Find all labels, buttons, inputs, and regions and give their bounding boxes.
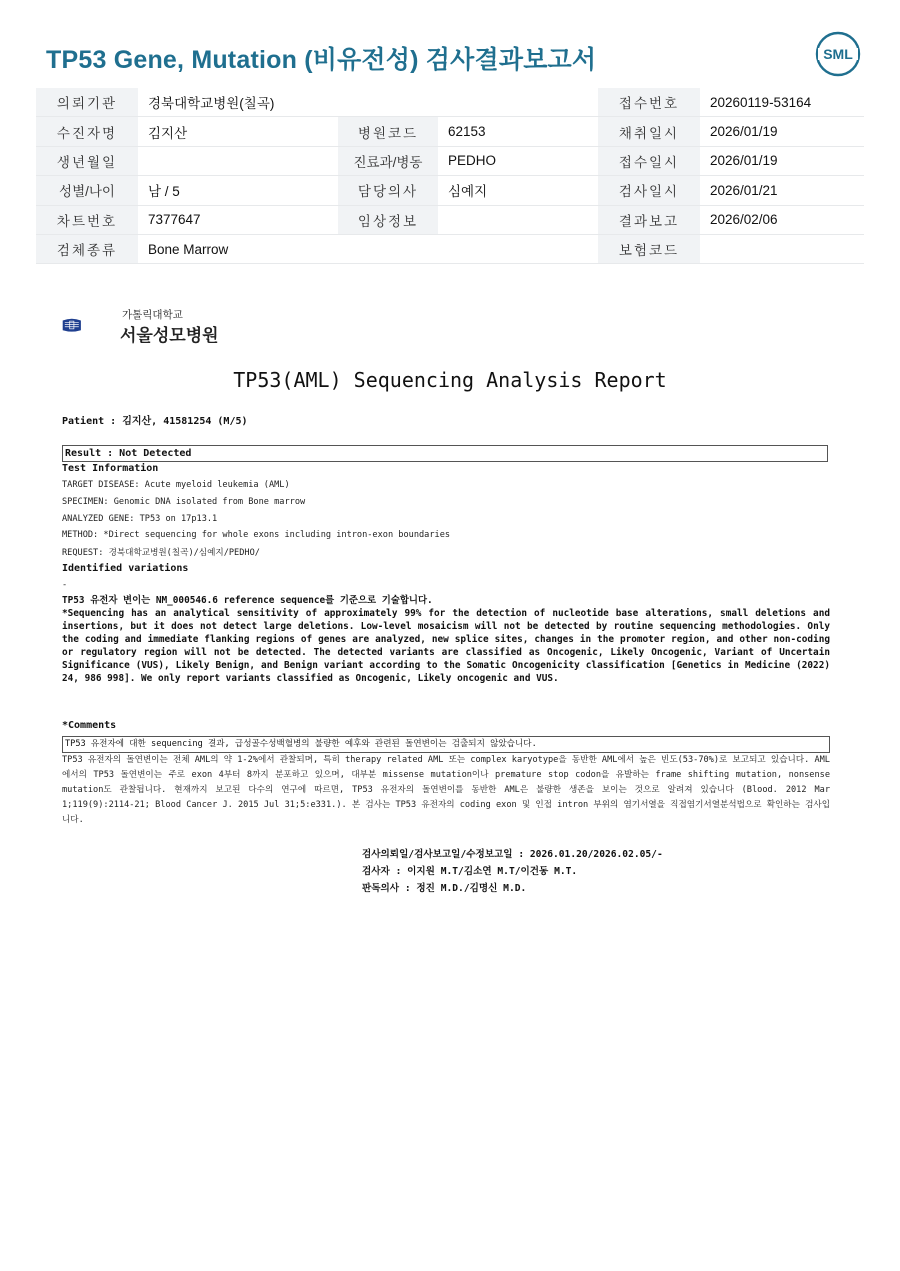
label-birth: 생년월일 bbox=[36, 146, 138, 175]
info-row bbox=[36, 117, 864, 146]
sensitivity-note: *Sequencing has an analytical sensitivity of approximately 99% for the detection of nucleotide base alterations, small deletions and insertions, but it does not detect large deletions. Low-level mosaicism will not be detected by routine sequencing methodologies. Only the coding and immediate flanking regions of genes are analyzed, new splice sites, changes in the promoter region, and other non-coding or regulatory region will not be detected. The detected variants are classified as Oncogenic, Likely Oncogenic, Variant of Uncertain Significance (VUS), Likely Benign, and Benign variant according to the Somatic Oncogenicity classification [Genetics in Medicine (2022) 24, 986 998]. We only report variants classified as Oncogenic, Likely oncogenic and VUS. bbox=[62, 608, 830, 684]
label-receipt-no: 접수번호 bbox=[598, 88, 700, 117]
label-receipt-date: 접수일시 bbox=[598, 146, 700, 175]
patient-line: Patient : 김지산, 41581254 (M/5) bbox=[62, 416, 248, 427]
comment-body: TP53 유전자의 돌연변이는 전체 AML의 약 1-2%에서 관찰되며, 특히 therapy related AML 또는 complex karyotype을 동반한 AML에서 높은 빈도(53-70%)로 보고되고 있습니다. AML에서의 TP53 돌연변이는 주로 exon 4부터 8까지 분포하고 있으며, 대부분 missense mutation이나 premature stop codon을 유발하는 frame shifting mutation, nonsense mutation도 관찰됩니다. 현재까지 보고된 다수의 연구에 따르면, TP53 유전자의 돌연변이를 동반한 AML은 불량한 생존을 보이는 것으로 알려져 있습니다 (Blood. 2012 Mar 1;119(9):2114-21; Blood Cancer J. 2015 Jul 31;5:e331.). 본 검사는 TP53 유전자의 coding exon 및 인접 intron 부위의 염기서열을 직접염기서열분석법으로 확인하는 검사입니다. bbox=[62, 755, 830, 825]
value-specimen: Bone Marrow bbox=[138, 234, 598, 263]
info-row bbox=[36, 205, 864, 234]
analyzed-gene: ANALYZED GENE: TP53 on 17p13.1 bbox=[62, 514, 218, 524]
identified-value: - bbox=[62, 580, 68, 590]
label-chart-no: 차트번호 bbox=[36, 205, 138, 234]
value-birth bbox=[138, 146, 338, 175]
value-receipt-no: 20260119-53164 bbox=[700, 88, 864, 117]
value-collect-date: 2026/01/19 bbox=[700, 117, 864, 146]
label-collect-date: 채취일시 bbox=[598, 117, 700, 146]
value-recipient: 김지산 bbox=[138, 117, 338, 146]
label-hospital-code: 병원코드 bbox=[338, 117, 438, 146]
value-hospital-code: 62153 bbox=[438, 117, 598, 146]
label-dept: 진료과/병동 bbox=[338, 146, 438, 175]
reference-note: TP53 유전자 변이는 NM_000546.6 reference sequence를 기준으로 기술합니다. bbox=[62, 595, 433, 606]
page-title: TP53 Gene, Mutation (비유전성) 검사결과보고서 bbox=[46, 46, 597, 74]
testers: 검사자 : 이지원 M.T/김소연 M.T/이건동 M.T. bbox=[362, 866, 578, 877]
label-doctor: 담당의사 bbox=[338, 176, 438, 205]
target-disease: TARGET DISEASE: Acute myeloid leukemia (AML) bbox=[62, 480, 290, 490]
hospital-emblem bbox=[62, 305, 118, 345]
value-dept: PEDHO bbox=[438, 146, 598, 175]
label-recipient: 수진자명 bbox=[36, 117, 138, 146]
info-row bbox=[36, 146, 864, 175]
label-institution: 의뢰기관 bbox=[36, 88, 138, 117]
result-box: Result : Not Detected bbox=[62, 445, 828, 462]
value-institution: 경북대학교병원(칠곡) bbox=[138, 88, 598, 117]
info-row bbox=[36, 88, 864, 117]
sml-logo bbox=[814, 30, 862, 78]
info-row bbox=[36, 176, 864, 205]
label-clinical: 임상정보 bbox=[338, 205, 438, 234]
label-insurance: 보험코드 bbox=[598, 234, 700, 263]
comment-summary-box: TP53 유전자에 대한 sequencing 결과, 급성골수성백혈병의 불량한 예후와 관련된 돌연변이는 검출되지 않았습니다. bbox=[62, 736, 830, 753]
value-report-date: 2026/02/06 bbox=[700, 205, 864, 234]
info-row bbox=[36, 234, 864, 263]
patient-info-table bbox=[36, 88, 864, 264]
identified-heading: Identified variations bbox=[62, 563, 189, 574]
specimen-line: SPECIMEN: Genomic DNA isolated from Bone marrow bbox=[62, 497, 306, 507]
report-title: TP53(AML) Sequencing Analysis Report bbox=[233, 368, 667, 392]
value-doctor: 심예지 bbox=[438, 176, 598, 205]
label-specimen: 검체종류 bbox=[36, 234, 138, 263]
value-insurance bbox=[700, 234, 864, 263]
label-report-date: 결과보고 bbox=[598, 205, 700, 234]
hospital-university: 가톨릭대학교 bbox=[122, 309, 183, 321]
value-clinical bbox=[438, 205, 598, 234]
test-info-heading: Test Information bbox=[62, 463, 159, 474]
value-sex-age: 남 / 5 bbox=[138, 176, 338, 205]
value-receipt-date: 2026/01/19 bbox=[700, 146, 864, 175]
method-line: METHOD: *Direct sequencing for whole exons including intron-exon boundaries bbox=[62, 530, 451, 540]
sml-logo-text: SML bbox=[823, 46, 853, 62]
reading-physicians: 판독의사 : 정진 M.D./김명신 M.D. bbox=[362, 883, 527, 894]
value-chart-no: 7377647 bbox=[138, 205, 338, 234]
label-test-date: 검사일시 bbox=[598, 176, 700, 205]
request-line: REQUEST: 경북대학교병원(칠곡)/심예지/PEDHO/ bbox=[62, 548, 260, 558]
comments-heading: *Comments bbox=[62, 720, 117, 731]
label-sex-age: 성별/나이 bbox=[36, 176, 138, 205]
value-test-date: 2026/01/21 bbox=[700, 176, 864, 205]
hospital-name: 서울성모병원 bbox=[120, 326, 219, 346]
report-dates: 검사의뢰일/검사보고일/수정보고일 : 2026.01.20/2026.02.05/- bbox=[362, 849, 663, 860]
